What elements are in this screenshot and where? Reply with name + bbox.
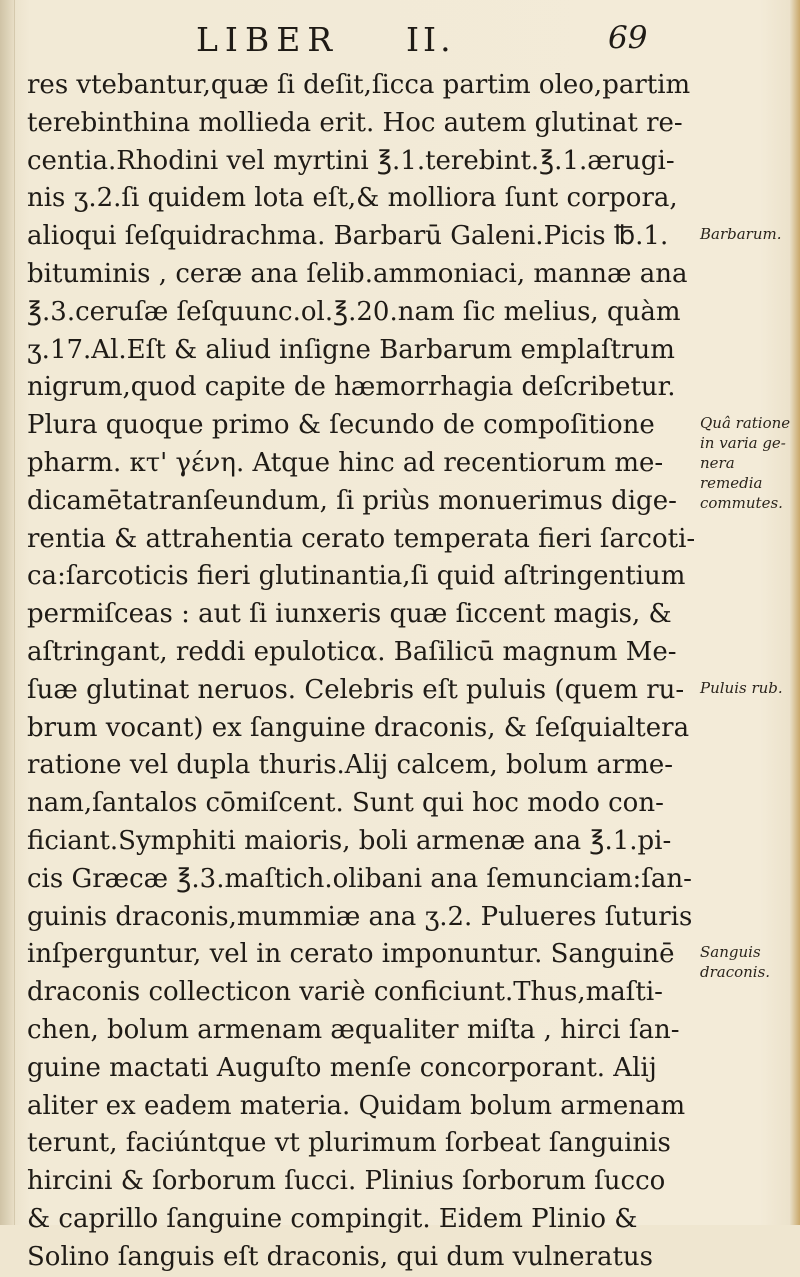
text-line: guinis draconis,mummiæ ana ʒ.2. Pulueres ſuturis <box>27 901 693 932</box>
body-text <box>27 67 696 1277</box>
page-edge <box>790 0 800 1225</box>
header-book-number: II. <box>406 20 455 59</box>
text-line: bituminis , ceræ ana ſelib.ammoniaci, mannæ ana <box>27 258 688 289</box>
text-line: aliter ex eadem materia. Quidam bolum armenam <box>27 1090 686 1121</box>
text-line: nigrum,quod capite de hæmorrhagia deſcribetur. <box>27 372 676 403</box>
text-line: nis ʒ.2.ſi quidem lota eſt,& molliora ſunt corpora, <box>27 183 678 214</box>
text-line: ſuæ glutinat neruos. Celebris eſt puluis (quem ru- <box>27 674 685 705</box>
text-line: ℥.3.ceruſæ ſeſquunc.ol.℥.20.nam ſic melius, quàm <box>27 296 681 327</box>
page-number: 69 <box>608 20 648 56</box>
text-line: terunt, faciúntque vt plurimum ſorbeat ſanguinis <box>27 1128 671 1159</box>
text-line: Plura quoque primo & ſecundo de compoſitione <box>27 410 655 441</box>
text-line: ʒ.17.Al.Eſt & aliud inſigne Barbarum emplaſtrum <box>27 334 675 365</box>
text-line: Solino ſanguis eſt draconis, qui dum vulneratus <box>27 1241 654 1272</box>
text-line: permiſceas : aut ſi iunxeris quæ ſiccent magis, & <box>27 599 672 630</box>
text-line: dicamētatranſeundum, ſi priùs monuerimus dige- <box>27 485 677 516</box>
text-line: ficiant.Symphiti maioris, boli armenæ ana ℥.1.pi- <box>27 825 672 856</box>
text-line: res vtebantur,quæ ſi deſit,ſicca partim oleo,partim <box>27 70 691 100</box>
text-line: chen, bolum armenam æqualiter miſta , hirci ſan- <box>27 1014 680 1045</box>
running-header <box>0 20 800 60</box>
text-line: alioqui ſeſquidrachma. Barbarū Galeni.Picis ℔.1. <box>27 221 669 252</box>
text-line: & caprillo ſanguine compingit. Eidem Plinio & <box>27 1203 638 1234</box>
page-gutter <box>0 0 15 1225</box>
margin-note: Barbarum. <box>700 225 782 244</box>
text-line: pharm. κτ' γένη. Atque hinc ad recentiorum me- <box>27 447 664 478</box>
text-line: inſperguntur, vel in cerato imponuntur. Sanguinē <box>27 939 675 970</box>
margin-note: Sanguis draconis. <box>700 943 771 982</box>
text-line: aſtringant, reddi epuloticα. Baſilicū magnum Me- <box>27 636 677 667</box>
text-line: rentia & attrahentia cerato temperata fieri ſarcoti- <box>27 523 696 554</box>
text-line: terebinthina mollieda erit. Hoc autem glutinat re- <box>27 107 683 138</box>
text-line: cis Græcæ ℥.3.maſtich.olibani ana ſemunciam:ſan- <box>27 863 692 894</box>
text-line: ratione vel dupla thuris.Alij calcem, bolum arme- <box>27 750 674 781</box>
text-line: ca:ſarcoticis fieri glutinantia,ſi quid aſtringentium <box>27 561 686 592</box>
text-line: hircini & ſorborum ſucci. Plinius ſorborum ſucco <box>27 1166 666 1197</box>
text-line: nam,ſantalos cōmiſcent. Sunt qui hoc modo con- <box>27 788 664 819</box>
margin-note: Puluis rub. <box>700 678 783 697</box>
text-line: guine mactati Auguſto menſe concorporant. Alij <box>27 1052 657 1083</box>
header-title: LIBER <box>196 20 340 59</box>
text-line: centia.Rhodini vel myrtini ℥.1.terebint.℥.1.ærugi- <box>27 145 675 176</box>
margin-note: Quâ ratione in varia ge-nera remedia commutes. <box>700 414 791 513</box>
text-line: brum vocant) ex ſanguine draconis, & ſeſquialtera <box>27 712 690 743</box>
text-line: draconis collecticon variè conficiunt.Thus,maſti- <box>27 977 663 1008</box>
